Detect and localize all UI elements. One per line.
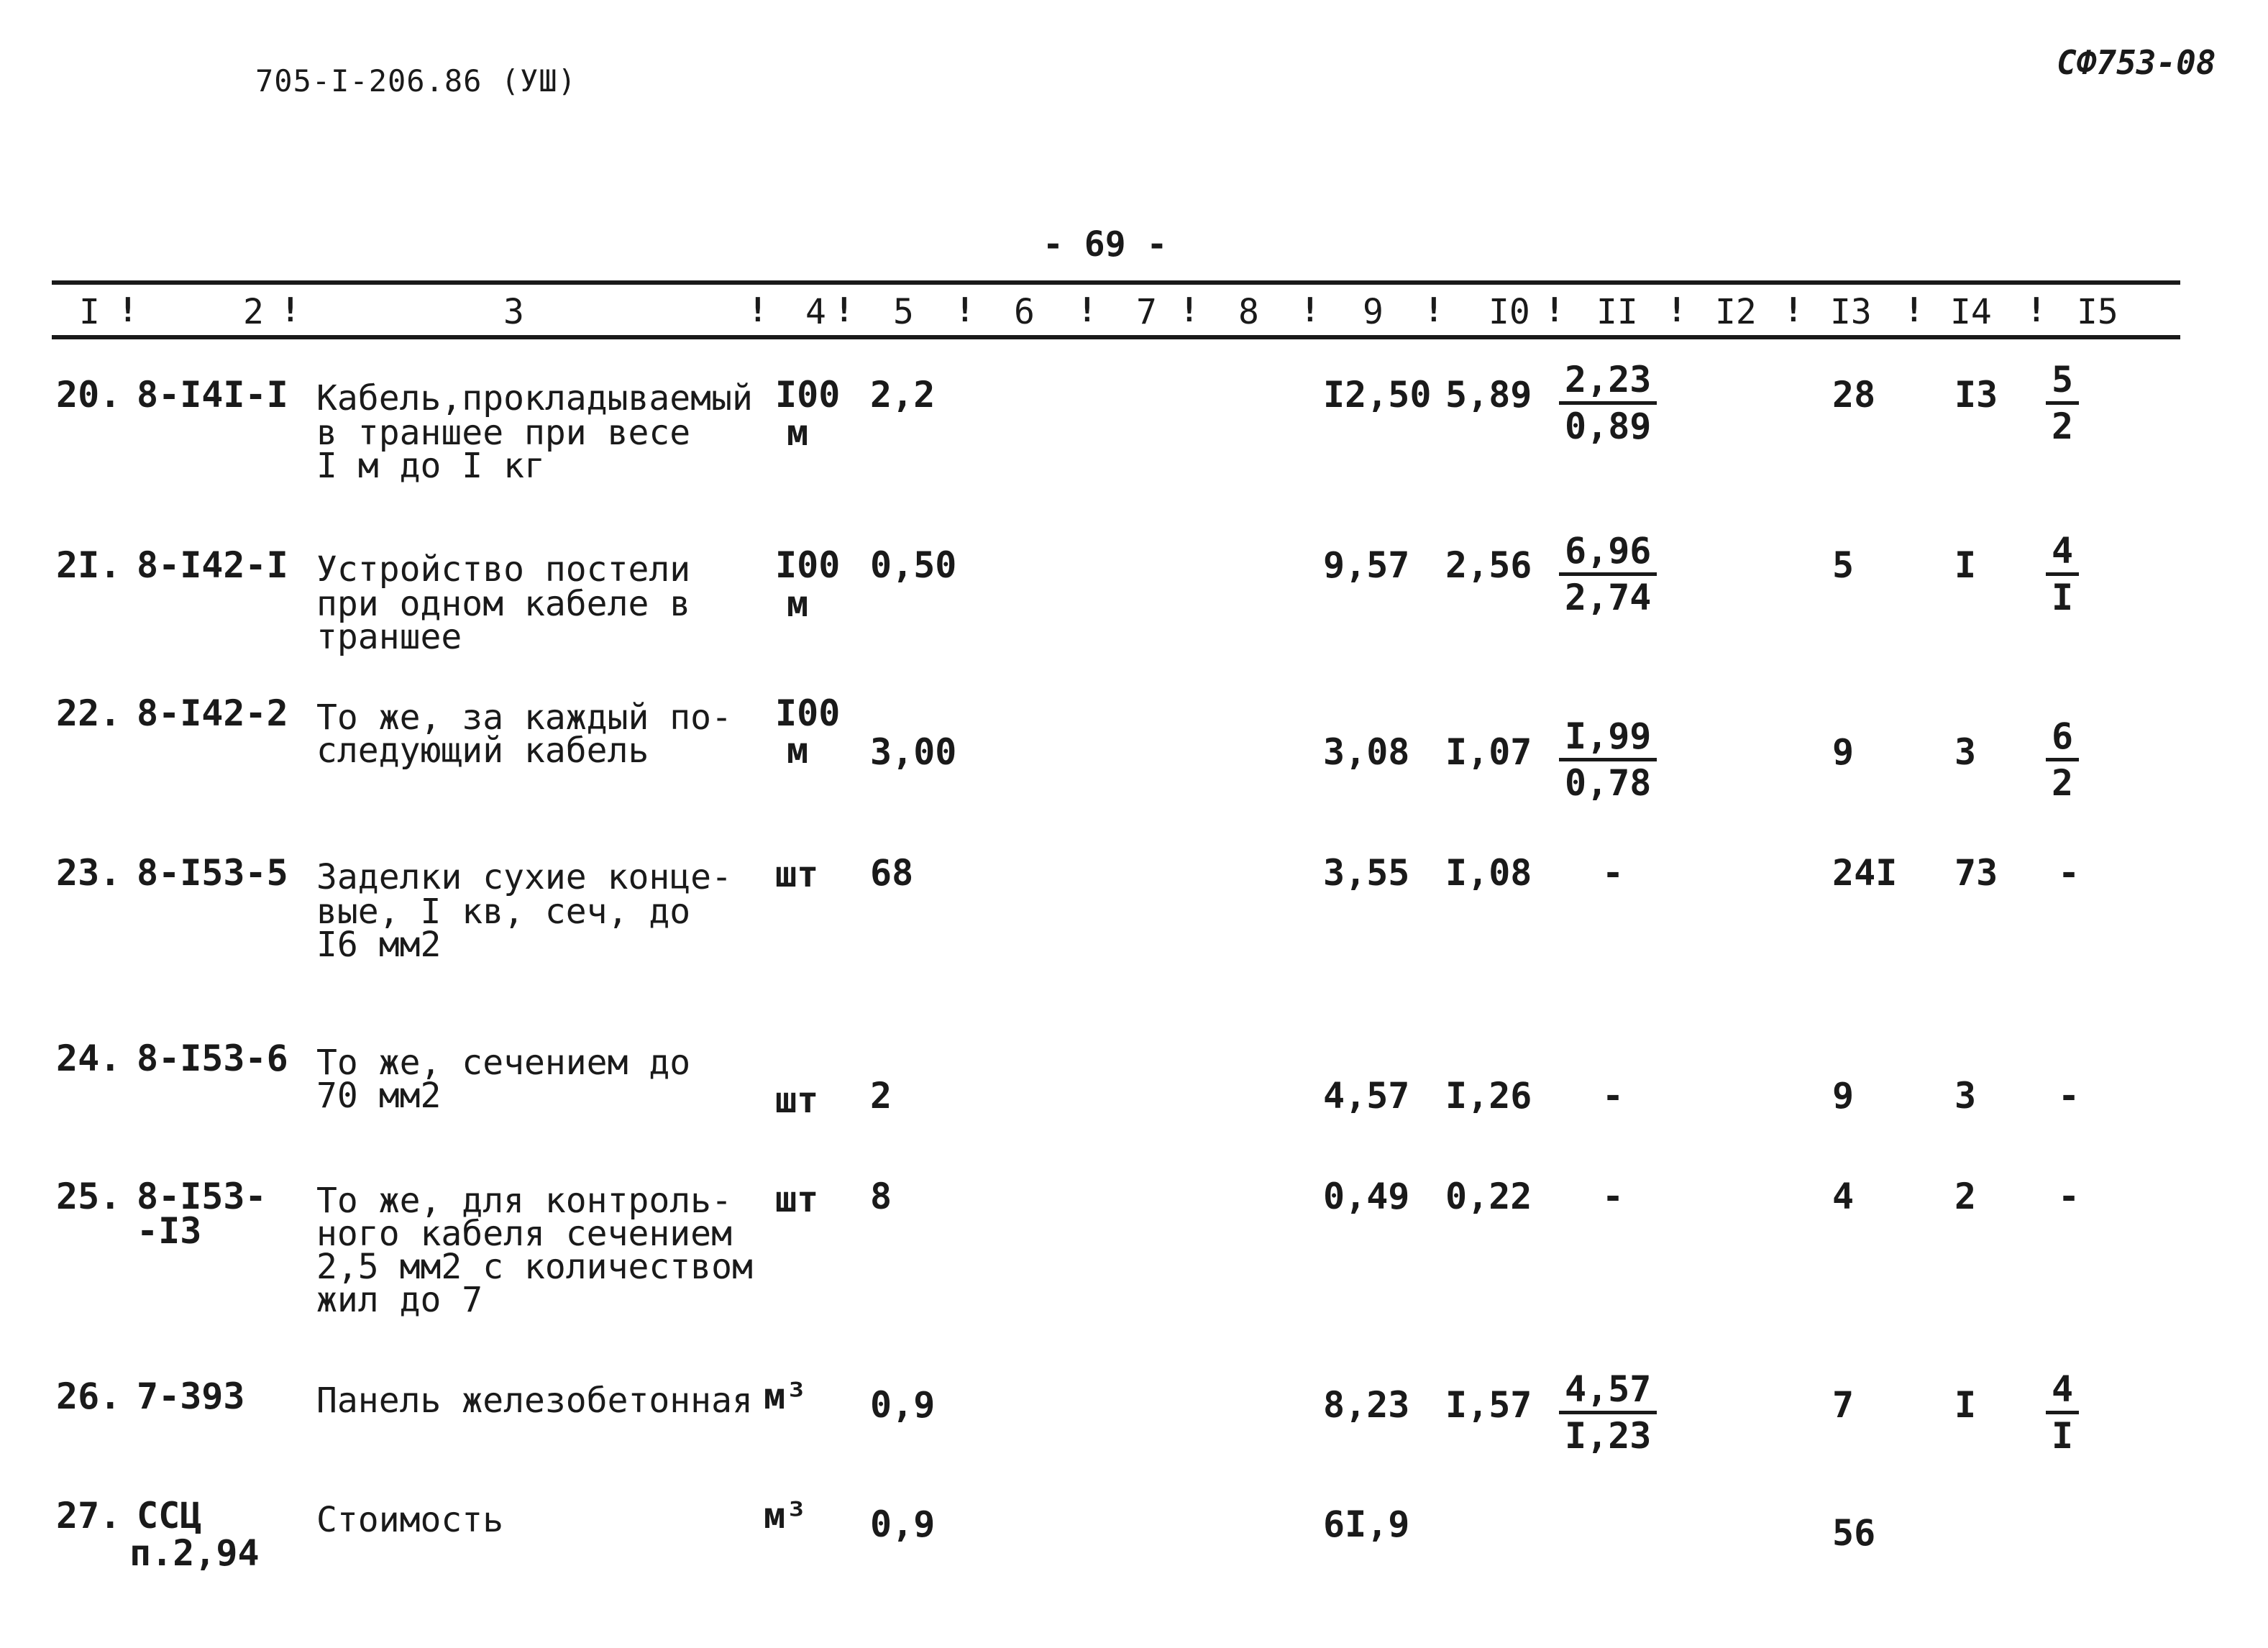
col-header-13: I3 bbox=[1830, 292, 1872, 332]
fraction-numerator: 6 bbox=[2046, 715, 2079, 761]
quantity: 8 bbox=[870, 1176, 892, 1217]
col-separator: ! bbox=[118, 290, 138, 329]
col-header-8: 8 bbox=[1238, 292, 1259, 332]
row-number: 25. bbox=[56, 1176, 122, 1217]
unit: I00 bbox=[775, 374, 841, 416]
col-separator: ! bbox=[1424, 290, 1444, 329]
item-description: Панель железобетонная bbox=[316, 1381, 753, 1421]
quantity: 2 bbox=[870, 1075, 892, 1117]
price-code: 8-I4I-I bbox=[137, 374, 288, 416]
unit: шт bbox=[775, 1079, 819, 1121]
item-description: Заделки сухие конце- bbox=[316, 857, 732, 897]
col-separator: ! bbox=[280, 290, 301, 329]
quantity: 0,9 bbox=[870, 1384, 936, 1426]
price-code: 8-I53-6 bbox=[137, 1038, 288, 1079]
unit: шт bbox=[775, 1178, 819, 1220]
col-header-7: 7 bbox=[1136, 292, 1157, 332]
value-col-11: - bbox=[1602, 1176, 1624, 1217]
value-col-14: 3 bbox=[1954, 731, 1977, 773]
value-col-9: 6I,9 bbox=[1323, 1503, 1410, 1545]
row-number: 24. bbox=[56, 1038, 122, 1079]
fraction-denominator: 2,74 bbox=[1565, 577, 1652, 618]
row-number: 27. bbox=[56, 1495, 122, 1537]
row-number: 26. bbox=[56, 1375, 122, 1417]
value-col-13: 24I bbox=[1832, 852, 1898, 894]
fraction-numerator: 4 bbox=[2046, 1368, 2079, 1414]
value-col-13: 28 bbox=[1832, 374, 1876, 416]
col-separator: ! bbox=[955, 290, 975, 329]
fraction-denominator: 2 bbox=[2052, 762, 2074, 804]
value-col-9: 3,55 bbox=[1323, 852, 1410, 894]
value-col-10: I,57 bbox=[1445, 1384, 1532, 1426]
value-col-9: 3,08 bbox=[1323, 731, 1410, 773]
fraction-col-15 bbox=[2046, 1368, 2079, 1457]
item-description: I м до I кг bbox=[316, 446, 545, 486]
fraction-col-11 bbox=[1559, 358, 1657, 448]
unit: I00 bbox=[775, 692, 841, 734]
fraction-col-11 bbox=[1559, 715, 1657, 805]
value-col-13: 9 bbox=[1832, 1075, 1855, 1117]
item-description: То же, сечением до bbox=[316, 1043, 691, 1083]
price-code: п.2,94 bbox=[129, 1532, 260, 1574]
value-col-11: - bbox=[1602, 852, 1624, 894]
fraction-col-11 bbox=[1559, 1368, 1657, 1457]
quantity: 3,00 bbox=[870, 731, 957, 773]
fraction-numerator: 2,23 bbox=[1559, 358, 1657, 405]
value-col-15: - bbox=[2058, 852, 2080, 894]
value-col-14: I bbox=[1954, 544, 1977, 586]
page-number: - 69 - bbox=[1043, 224, 1168, 265]
price-code: 7-393 bbox=[137, 1375, 245, 1417]
value-col-14: 73 bbox=[1954, 852, 1998, 894]
col-header-2: 2 bbox=[243, 292, 264, 332]
item-description: ного кабеля сечением bbox=[316, 1214, 732, 1254]
row-number: 22. bbox=[56, 692, 122, 734]
document-code: 705-I-206.86 (УШ) bbox=[255, 63, 577, 99]
price-code: ССЦ bbox=[137, 1495, 202, 1537]
item-description: вые, I кв, сеч, до bbox=[316, 892, 691, 932]
unit: м bbox=[787, 583, 809, 625]
fraction-numerator: 5 bbox=[2046, 358, 2079, 405]
value-col-10: I,26 bbox=[1445, 1075, 1532, 1117]
col-header-14: I4 bbox=[1950, 292, 1992, 332]
col-separator: ! bbox=[1300, 290, 1320, 329]
fraction-denominator: I,23 bbox=[1565, 1415, 1652, 1457]
price-code: 8-I42-I bbox=[137, 544, 288, 586]
fraction-col-11 bbox=[1559, 529, 1657, 619]
value-col-15: - bbox=[2058, 1075, 2080, 1117]
value-col-9: I2,50 bbox=[1323, 374, 1432, 416]
table-top-rule bbox=[52, 280, 2180, 285]
unit: м bbox=[787, 412, 809, 454]
col-header-3: 3 bbox=[503, 292, 524, 332]
value-col-10: 5,89 bbox=[1445, 374, 1532, 416]
price-code: 8-I53- bbox=[137, 1176, 267, 1217]
value-col-10: I,08 bbox=[1445, 852, 1532, 894]
value-col-10: I,07 bbox=[1445, 731, 1532, 773]
fraction-col-15 bbox=[2046, 529, 2079, 619]
value-col-13: 5 bbox=[1832, 544, 1855, 586]
unit: м bbox=[787, 730, 809, 772]
value-col-9: 9,57 bbox=[1323, 544, 1410, 586]
col-separator: ! bbox=[2026, 290, 2047, 329]
fraction-denominator: 0,89 bbox=[1565, 406, 1652, 447]
fraction-col-15 bbox=[2046, 715, 2079, 805]
value-col-14: 2 bbox=[1954, 1176, 1977, 1217]
col-separator: ! bbox=[748, 290, 768, 329]
col-header-10: I0 bbox=[1489, 292, 1530, 332]
value-col-9: 4,57 bbox=[1323, 1075, 1410, 1117]
value-col-9: 8,23 bbox=[1323, 1384, 1410, 1426]
col-header-15: I5 bbox=[2077, 292, 2118, 332]
value-col-15: - bbox=[2058, 1176, 2080, 1217]
value-col-14: I3 bbox=[1954, 374, 1998, 416]
price-code: -I3 bbox=[137, 1210, 202, 1252]
item-description: Стоимость bbox=[316, 1500, 504, 1540]
item-description: жил до 7 bbox=[316, 1280, 483, 1320]
quantity: 68 bbox=[870, 852, 914, 894]
value-col-14: I bbox=[1954, 1384, 1977, 1426]
value-col-13: 56 bbox=[1832, 1512, 1876, 1554]
price-code: 8-I42-2 bbox=[137, 692, 288, 734]
unit: I00 bbox=[775, 544, 841, 586]
fraction-numerator: I,99 bbox=[1559, 715, 1657, 761]
unit: м³ bbox=[764, 1375, 808, 1417]
fraction-col-15 bbox=[2046, 358, 2079, 448]
quantity: 2,2 bbox=[870, 374, 936, 416]
archive-stamp: СФ753-08 bbox=[2057, 43, 2216, 82]
value-col-10: 0,22 bbox=[1445, 1176, 1532, 1217]
col-separator: ! bbox=[1545, 290, 1565, 329]
row-number: 2I. bbox=[56, 544, 122, 586]
fraction-denominator: 2 bbox=[2052, 406, 2074, 447]
item-description: То же, для контроль- bbox=[316, 1181, 732, 1221]
item-description: I6 мм2 bbox=[316, 925, 442, 965]
col-header-9: 9 bbox=[1363, 292, 1384, 332]
fraction-numerator: 4,57 bbox=[1559, 1368, 1657, 1414]
value-col-9: 0,49 bbox=[1323, 1176, 1410, 1217]
col-separator: ! bbox=[1783, 290, 1803, 329]
col-separator: ! bbox=[1904, 290, 1924, 329]
col-header-11: II bbox=[1596, 292, 1638, 332]
value-col-13: 9 bbox=[1832, 731, 1855, 773]
col-separator: ! bbox=[1077, 290, 1097, 329]
fraction-numerator: 6,96 bbox=[1559, 529, 1657, 576]
unit: шт bbox=[775, 853, 819, 895]
fraction-denominator: 0,78 bbox=[1565, 762, 1652, 804]
quantity: 0,9 bbox=[870, 1503, 936, 1545]
price-code: 8-I53-5 bbox=[137, 852, 288, 894]
item-description: То же, за каждый по- bbox=[316, 697, 732, 738]
value-col-13: 4 bbox=[1832, 1176, 1855, 1217]
item-description: 2,5 мм2 с количеством bbox=[316, 1247, 753, 1287]
quantity: 0,50 bbox=[870, 544, 957, 586]
value-col-10: 2,56 bbox=[1445, 544, 1532, 586]
item-description: 70 мм2 bbox=[316, 1076, 442, 1116]
col-header-5: 5 bbox=[893, 292, 914, 332]
item-description: Кабель,прокладываемый bbox=[316, 378, 753, 418]
item-description: следующий кабель bbox=[316, 731, 649, 771]
item-description: Устройство постели bbox=[316, 549, 691, 590]
col-header-1: I bbox=[79, 292, 100, 332]
item-description: в траншее при весе bbox=[316, 413, 691, 453]
fraction-denominator: I bbox=[2052, 1415, 2074, 1457]
row-number: 23. bbox=[56, 852, 122, 894]
col-header-4: 4 bbox=[805, 292, 826, 332]
col-header-12: I2 bbox=[1715, 292, 1757, 332]
col-separator: ! bbox=[834, 290, 854, 329]
col-separator: ! bbox=[1179, 290, 1199, 329]
col-header-6: 6 bbox=[1014, 292, 1035, 332]
table-header-rule bbox=[52, 335, 2180, 339]
fraction-denominator: I bbox=[2052, 577, 2074, 618]
item-description: при одном кабеле в bbox=[316, 584, 691, 624]
col-separator: ! bbox=[1667, 290, 1687, 329]
row-number: 20. bbox=[56, 374, 122, 416]
unit: м³ bbox=[764, 1495, 808, 1537]
fraction-numerator: 4 bbox=[2046, 529, 2079, 576]
value-col-13: 7 bbox=[1832, 1384, 1855, 1426]
value-col-14: 3 bbox=[1954, 1075, 1977, 1117]
item-description: траншее bbox=[316, 617, 462, 657]
value-col-11: - bbox=[1602, 1075, 1624, 1117]
